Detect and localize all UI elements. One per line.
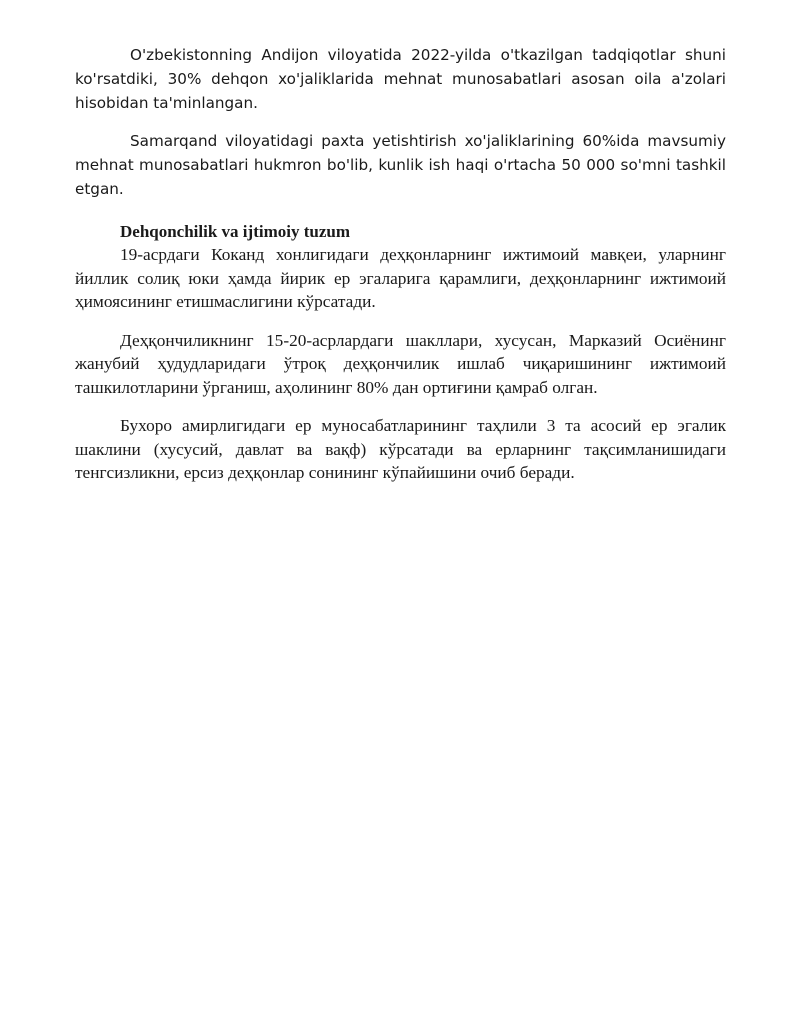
- document-body: [75, 43, 726, 500]
- paragraph-samarqand-cotton: Samarqand viloyatidagi paxta yetishtirish xo'jaliklarining 60%ida mavsumiy mehnat munosabatlari hukmron bo'lib, kunlik ish haqi o'rtacha 50 000 so'mni tashkil etgan.: [75, 132, 726, 198]
- section-heading: Dehqonchilik va ijtimoiy tuzum: [120, 222, 350, 241]
- paragraph-bukhara-land: Бухоро амирлигидаги ер муносабатларининг таҳлили 3 та асосий ер эгалик шаклини (хусусий, давлат ва вақф) кўрсатади ва ерларнинг тақсимланишидаги тенгсизликни, ерсиз деҳқонлар сонининг кўпайишини очиб беради.: [75, 416, 726, 482]
- paragraph-andijon-study: O'zbekistonning Andijon viloyatida 2022-yilda o'tkazilgan tadqiqotlar shuni ko'rsatdiki, 30% dehqon xo'jaliklarida mehnat munosabatlari asosan oila a'zolari hisobidan ta'minlangan.: [75, 46, 726, 112]
- paragraph-kokand-khanate: 19-асрдаги Коканд хонлигидаги деҳқонларнинг ижтимоий мавқеи, уларнинг йиллик солиқ юки ҳамда йирик ер эгаларига қарамлиги, деҳқонларнинг ижтимоий ҳимоясининг етишмаслигини кўрсатади.: [75, 245, 726, 311]
- paragraph-farming-forms: Деҳқончиликнинг 15-20-асрлардаги шакллари, хусусан, Марказий Осиёнинг жанубий ҳудудларидаги ўтроқ деҳқончилик ишлаб чиқаришининг ижтимоий ташкилотларини ўрганиш, аҳолининг 80% дан ортиғини қамраб олган.: [75, 330, 726, 397]
